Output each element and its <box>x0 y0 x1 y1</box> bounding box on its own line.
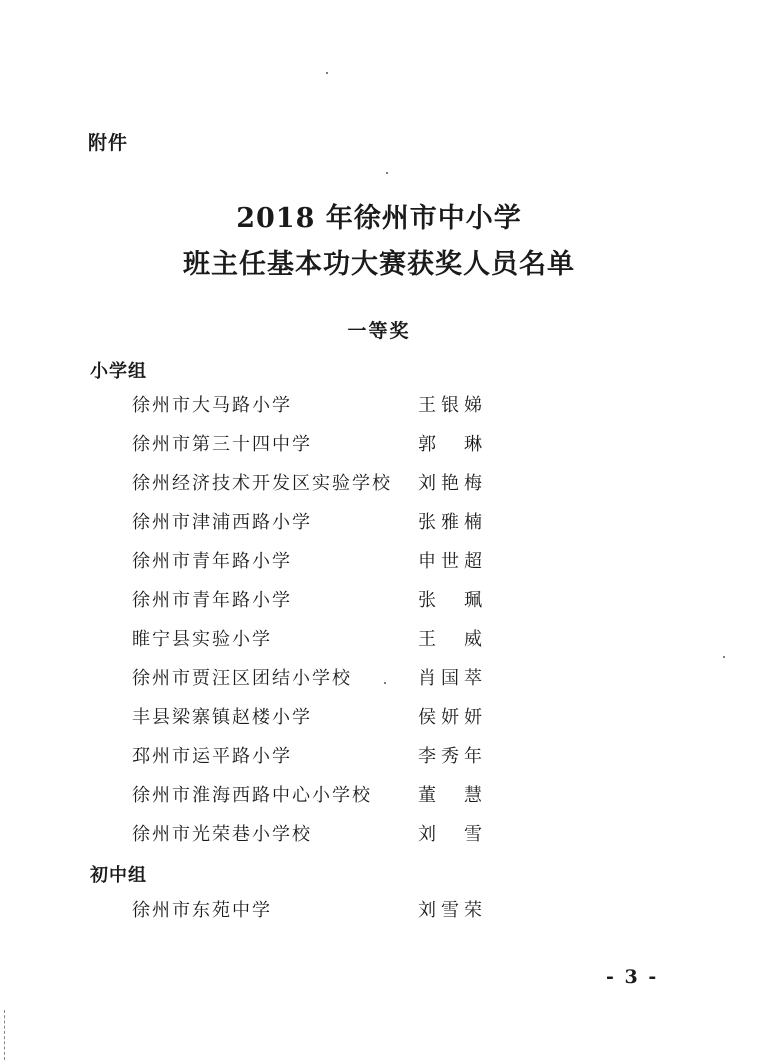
school-name: 徐州市第三十四中学 <box>132 434 312 455</box>
scan-speck <box>386 172 388 174</box>
award-row <box>132 663 492 695</box>
winner-name: 李秀年 <box>418 746 482 767</box>
school-name: 徐州市淮海西路中心小学校 <box>132 785 372 806</box>
winner-name: 张珮 <box>418 590 482 611</box>
winner-name: 董慧 <box>418 785 482 806</box>
award-row <box>132 507 492 539</box>
scan-speck <box>326 72 328 74</box>
award-row <box>132 546 492 578</box>
school-name: 丰县梁寨镇赵楼小学 <box>132 707 312 728</box>
school-name: 邳州市运平路小学 <box>132 746 292 767</box>
scan-speck <box>384 682 386 684</box>
group-heading-junior-high: 初中组 <box>90 865 147 886</box>
award-row <box>132 895 492 927</box>
scan-speck <box>723 656 725 658</box>
school-name: 睢宁县实验小学 <box>132 629 272 650</box>
winner-name: 肖国萃 <box>418 668 482 689</box>
award-row <box>132 741 492 773</box>
award-row <box>132 390 492 422</box>
award-row <box>132 585 492 617</box>
school-name: 徐州市津浦西路小学 <box>132 512 312 533</box>
winner-name: 王威 <box>418 629 482 650</box>
award-row <box>132 780 492 812</box>
winner-name: 王银娣 <box>418 395 482 416</box>
school-name: 徐州市贾汪区团结小学校 <box>132 668 352 689</box>
award-row <box>132 624 492 656</box>
award-row <box>132 468 492 500</box>
winner-name: 申世超 <box>418 551 482 572</box>
winner-name: 刘艳梅 <box>418 473 482 494</box>
award-row <box>132 429 492 461</box>
school-name: 徐州市大马路小学 <box>132 395 292 416</box>
winner-name: 侯妍妍 <box>418 707 482 728</box>
school-name: 徐州市青年路小学 <box>132 551 292 572</box>
school-name: 徐州市光荣巷小学校 <box>132 824 312 845</box>
winner-name: 刘雪荣 <box>418 900 482 921</box>
document-title-line-2: 班主任基本功大赛获奖人员名单 <box>183 249 575 280</box>
winner-name: 郭琳 <box>418 434 482 455</box>
prize-level-heading: 一等奖 <box>347 320 411 342</box>
award-row <box>132 702 492 734</box>
winner-name: 刘雪 <box>418 824 482 845</box>
winner-name: 张雅楠 <box>418 512 482 533</box>
school-name: 徐州市青年路小学 <box>132 590 292 611</box>
page-number: - 3 - <box>606 966 659 988</box>
school-name: 徐州经济技术开发区实验学校 <box>132 473 392 494</box>
attachment-label: 附件 <box>88 132 129 154</box>
school-name: 徐州市东苑中学 <box>132 900 272 921</box>
scan-edge-mark <box>4 1010 6 1060</box>
award-row <box>132 819 492 851</box>
group-heading-primary: 小学组 <box>90 361 147 382</box>
document-title-line-1: 2018 年徐州市中小学 <box>236 203 522 234</box>
